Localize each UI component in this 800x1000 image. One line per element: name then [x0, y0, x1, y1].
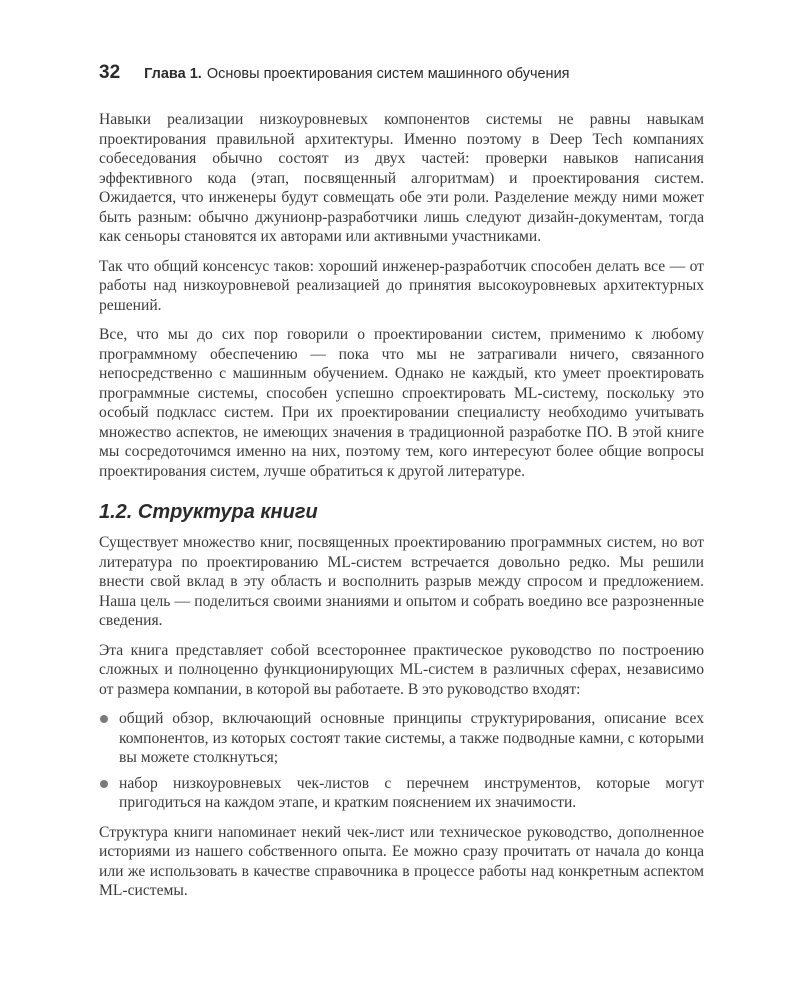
page-body: [99, 110, 704, 911]
page-header: [99, 62, 709, 92]
list-item-text: набор низкоуровневых чек-листов с перечнем инструментов, которые могут пригодиться на каждом этапе, и кратким пояснением их значимости.: [119, 774, 704, 811]
paragraph: Навыки реализации низкоуровневых компонентов системы не равны навыкам проектирования правильной архитектуры. Именно поэтому в Deep Tech компаниях собеседования обычно состоят из двух частей: проверки навыков написания эффективного кода (этап, посвященный алгоритмам) и проектирования систем. Ожидается, что инженеры будут совмещать обе эти роли. Разделение между ними может быть разным: обычно джунионр-разработчики лишь следуют дизайн-документам, тогда как сеньоры становятся их авторами или активными участниками.: [99, 111, 704, 245]
chapter-label: Глава 1.: [144, 66, 202, 82]
section-heading: 1.2. Структура книги: [99, 501, 318, 523]
bullet-list: [99, 709, 704, 813]
list-item-text: общий обзор, включающий основные принципы структурирования, описание всех компонентов, из которых состоят такие системы, а также подводные камни, с которыми вы можете столкнуться;: [119, 710, 704, 766]
page-number: 32: [99, 62, 121, 83]
list-item: [99, 709, 704, 768]
paragraph: Все, что мы до сих пор говорили о проектировании систем, применимо к любому программному обеспечению — пока что мы не затрагивали ничего, связанного непосредственно с машинным обучением. Однако не каждый, кто умеет проектировать программные системы, способен успешно спроектировать ML-систему, поскольку это особый подкласс систем. При их проектировании специалисту необходимо учитывать множество аспектов, не имеющих значения в традиционной разработке ПО. В этой книге мы сосредоточимся именно на них, поэтому тем, кого интересуют более общие вопросы проектирования систем, лучше обратиться к другой литературе.: [99, 326, 704, 480]
bullet-icon: [100, 780, 108, 788]
paragraph: Существует множество книг, посвященных проектированию программных систем, но вот литература по проектированию ML-систем встречается довольно редко. Мы решили внести свой вклад в эту область и восполнить разрыв между спросом и предложением. Наша цель — поделиться своими знаниями и опытом и собрать воедино все разрозненные сведения.: [99, 534, 704, 629]
bullet-icon: [100, 715, 108, 723]
list-item: [99, 774, 704, 813]
paragraph: Так что общий консенсус таков: хороший инженер-разработчик способен делать все — от работы над низкоуровневой реализацией до принятия высокоуровневых архитектурных решений.: [99, 257, 704, 314]
paragraph: Структура книги напоминает некий чек-лист или техническое руководство, дополненное историями из нашего собственного опыта. Ее можно сразу прочитать от начала до конца или же использовать в качестве справочника в процессе работы над конкретным аспектом ML-системы.: [99, 823, 704, 899]
chapter-title: Основы проектирования систем машинного обучения: [206, 66, 570, 82]
paragraph: Эта книга представляет собой всестороннее практическое руководство по построению сложных и полноценно функционирующих ML-систем в различных сферах, независимо от размера компании, в которой вы работаете. В это руководство входят:: [99, 641, 704, 698]
